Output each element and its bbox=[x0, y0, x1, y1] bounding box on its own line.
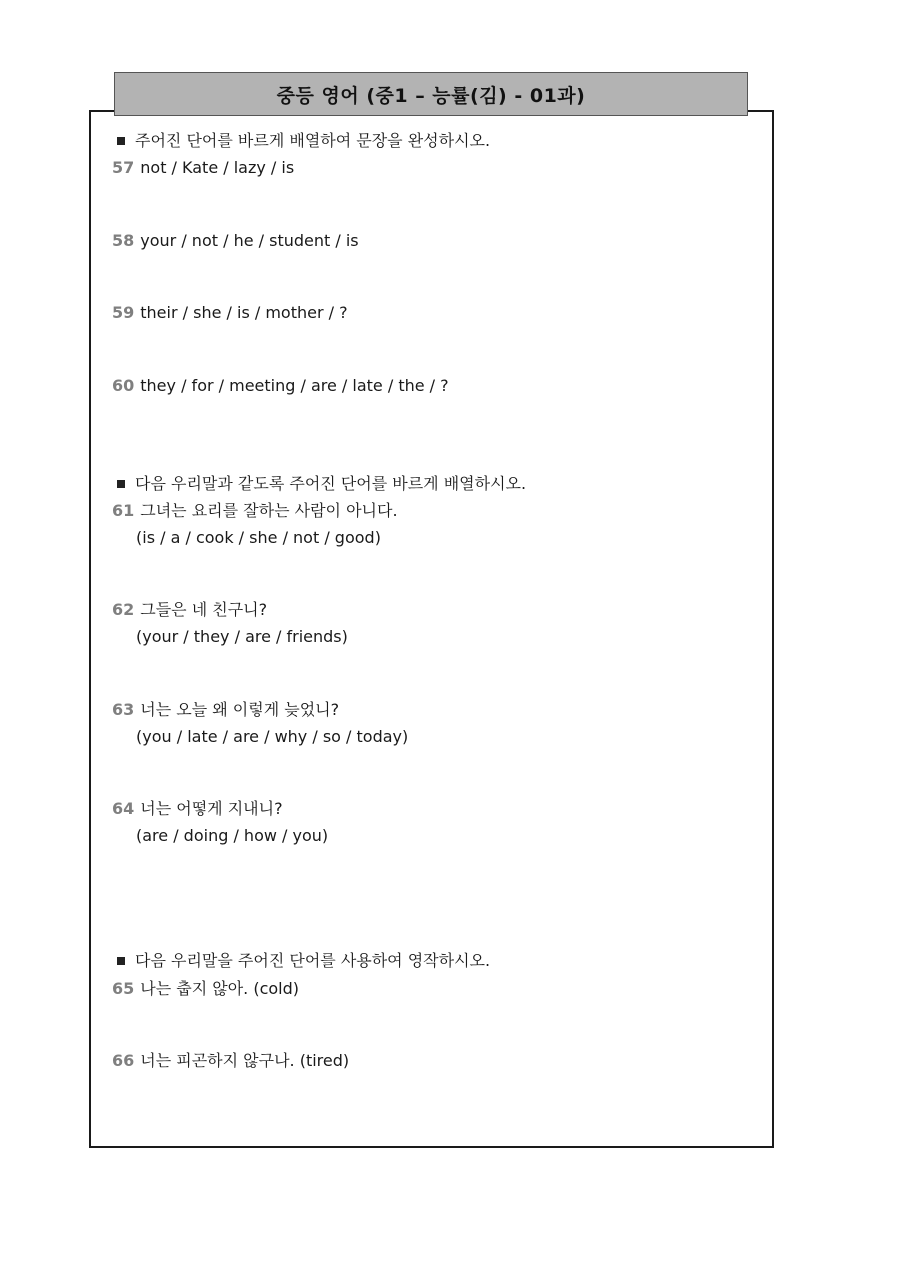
question-61: 61 그녀는 요리를 잘하는 사람이 아니다. bbox=[112, 501, 398, 520]
question-60: 60 they / for / meeting / are / late / the / ? bbox=[112, 376, 449, 395]
square-bullet-icon bbox=[117, 137, 125, 145]
question-58: 58 your / not / he / student / is bbox=[112, 231, 359, 250]
question-57: 57 not / Kate / lazy / is bbox=[112, 158, 295, 177]
hint-61: (is / a / cook / she / not / good) bbox=[136, 528, 381, 547]
hint-62: (your / they / are / friends) bbox=[136, 627, 348, 646]
square-bullet-icon bbox=[117, 480, 125, 488]
section-heading-3: 다음 우리말을 주어진 단어를 사용하여 영작하시오. bbox=[112, 951, 490, 971]
square-bullet-icon bbox=[117, 957, 125, 965]
question-59: 59 their / she / is / mother / ? bbox=[112, 303, 348, 322]
question-66: 66 너는 피곤하지 않구나. (tired) bbox=[112, 1051, 350, 1070]
page-title: 중등 영어 (중1 – 능률(김) - 01과) bbox=[276, 84, 586, 107]
section-heading-2: 다음 우리말과 같도록 주어진 단어를 바르게 배열하시오. bbox=[112, 474, 526, 494]
question-62: 62 그들은 네 친구니? bbox=[112, 600, 268, 619]
title-bar bbox=[114, 72, 748, 116]
question-63: 63 너는 오늘 왜 이렇게 늦었니? bbox=[112, 700, 340, 719]
question-64: 64 너는 어떻게 지내니? bbox=[112, 799, 283, 818]
question-65: 65 나는 춥지 않아. (cold) bbox=[112, 979, 300, 998]
section-heading-1: 주어진 단어를 바르게 배열하여 문장을 완성하시오. bbox=[112, 131, 490, 151]
hint-64: (are / doing / how / you) bbox=[136, 826, 329, 845]
hint-63: (you / late / are / why / so / today) bbox=[136, 727, 409, 746]
